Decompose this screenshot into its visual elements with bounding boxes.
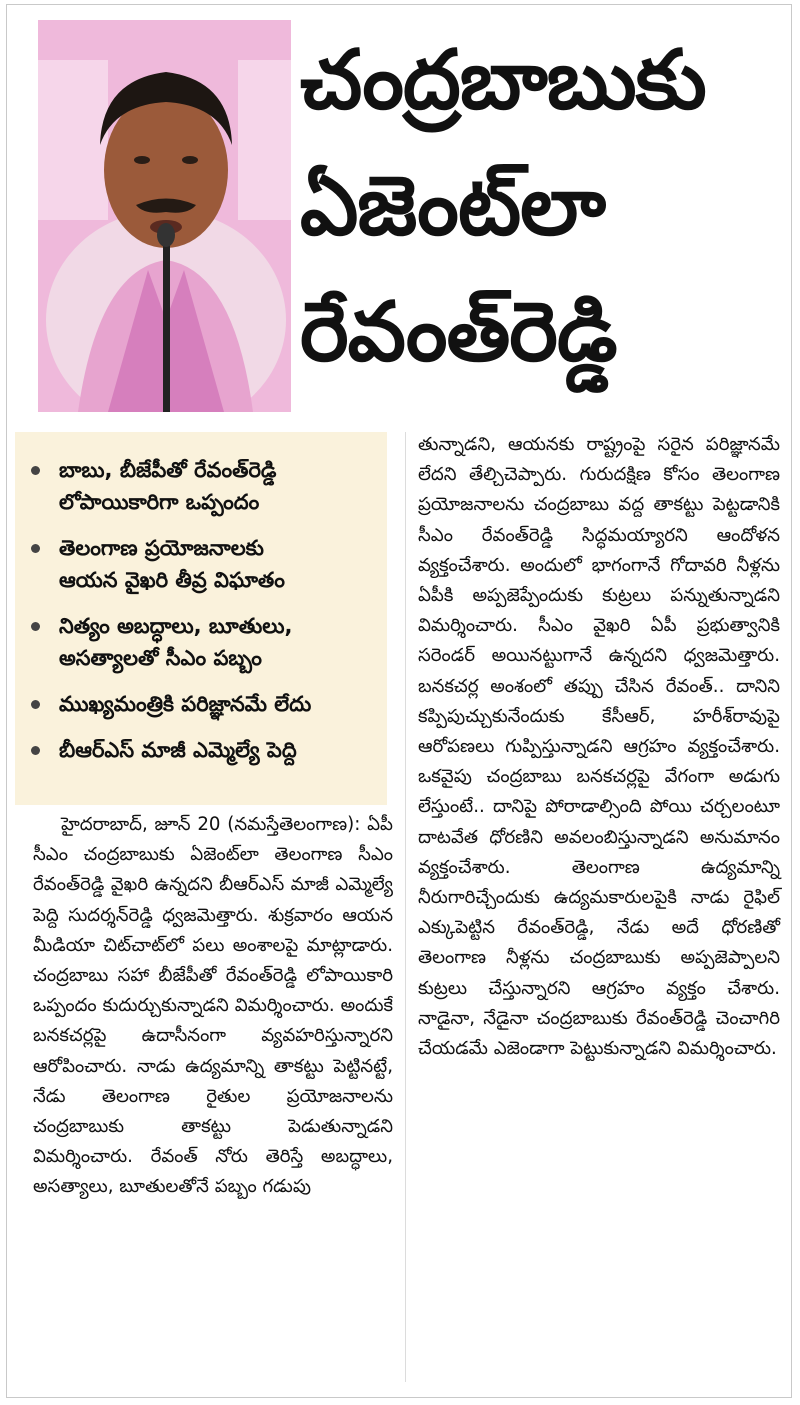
bullet-icon — [31, 466, 40, 475]
highlight-text: ముఖ్యమంత్రికి పరిజ్ఞానమే లేదు — [59, 692, 312, 716]
highlight-item — [15, 454, 387, 518]
highlight-item — [15, 610, 387, 674]
headline — [300, 18, 780, 396]
highlights-list — [15, 432, 387, 766]
highlight-item — [15, 688, 387, 720]
bullet-icon — [31, 700, 40, 709]
article-column-right — [418, 430, 780, 1064]
bullet-icon — [31, 544, 40, 553]
highlight-text: లోపాయికారిగా ఒప్పందం — [59, 490, 260, 514]
article-paragraph: హైదరాబాద్, జూన్ 20 (నమస్తేతెలంగాణ): ఏపీ సీఎం చంద్రబాబుకు ఏజెంట్‌లా తెలంగాణ సీఎం రేవంత్‌రెడ్డి వైఖరి ఉన్నదని బీఆర్‌ఎస్ మాజీ ఎమ్మెల్యే పెద్ది సుదర్శన్‌రెడ్డి ధ్వజమెత్తారు. శుక్రవారం ఆయన మీడియా చిట్‌చాట్‌లో పలు అంశాలపై మాట్లాడారు. చంద్రబాబు సహా బీజేపీతో రేవంత్‌రెడ్డి లోపాయికారి ఒప్పందం కుదుర్చుకున్నాడని విమర్శించారు. అందుకే బనకచర్లపై ఉదాసీనంగా వ్యవహరిస్తున్నారని ఆరోపించారు. నాడు ఉద్యమాన్ని తాకట్టు పెట్టినట్టే, నేడు తెలంగాణ రైతుల ప్రయోజనాలను చంద్రబాబుకు తాకట్టు పెడుతున్నాడని విమర్శించారు. రేవంత్ నోరు తెరిస్తే అబద్ధాలు, అసత్యాలు, బూతులతోనే పబ్బం గడుపు — [33, 814, 393, 1198]
bullet-icon — [31, 622, 40, 631]
highlight-text: అసత్యాలతో సీఎం పబ్బం — [59, 646, 262, 670]
highlight-text: బాబు, బీజేపీతో రేవంత్‌రెడ్డి — [59, 458, 277, 482]
highlight-text: ఆయన వైఖరి తీవ్ర విఘాతం — [59, 568, 285, 592]
speaker-photo-icon — [38, 20, 291, 412]
bullet-icon — [31, 746, 40, 755]
headline-line-2: ఏజెంట్‌లా — [300, 159, 605, 254]
highlight-item — [15, 532, 387, 596]
headline-line-3: రేవంత్‌రెడ్డి — [300, 285, 617, 380]
article-paragraph: తున్నాడని, ఆయనకు రాష్ట్రంపై సరైన పరిజ్ఞానమే లేదని తేల్చిచెప్పారు. గురుదక్షిణ కోసం తెలంగాణ ప్రయోజనాలను చంద్రబాబు వద్ద తాకట్టు పెట్టడానికి సీఎం రేవంత్‌రెడ్డి సిద్ధమయ్యారని ఆందోళన వ్యక్తంచేశారు. అందులో భాగంగానే గోదావరి నీళ్లను ఏపీకి అప్పజెప్పేందుకు కుట్రలు పన్నుతున్నాడని విమర్శించారు. సీఎం వైఖరి ఏపీ ప్రభుత్వానికి సరెండర్ అయినట్టుగానే ఉన్నదని ధ్వజమెత్తారు. బనకచర్ల అంశంలో తప్పు చేసిన రేవంత్.. దానిని కప్పిపుచ్చుకునేందుకు కేసీఆర్, హరీశ్‌రావుపై ఆరోపణలు గుప్పిస్తున్నాడని ఆగ్రహం వ్యక్తంచేశారు. ఒకవైపు చంద్రబాబు బనకచర్లపై వేగంగా అడుగు లేస్తుంటే.. దానిపై పోరాడాల్సింది పోయి చర్చలంటూ దాటవేత ధోరణిని అవలంబిస్తున్నాడని అనుమానం వ్యక్తంచేశారు. తెలంగాణ ఉద్యమాన్ని నీరుగారిచ్చేందుకు ఉద్యమకారులపైకి నాడు రైఫిల్ ఎక్కుపెట్టిన రేవంత్‌రెడ్డి, నేడు అదే ధోరణితో తెలంగాణ నీళ్లను చంద్రబాబుకు అప్పజెప్పాలని కుట్రలు చేస్తున్నారని ఆగ్రహం వ్యక్తం చేశారు. నాడైనా, నేడైనా చంద్రబాబుకు రేవంత్‌రెడ్డి చెంచాగిరి చేయడమే ఎజెండాగా పెట్టుకున్నాడని విమర్శించారు. — [418, 434, 780, 1060]
highlights-box — [15, 432, 387, 805]
highlight-text: బీఆర్‌ఎస్ మాజీ ఎమ్మెల్యే పెద్ది — [59, 738, 297, 762]
highlight-item — [15, 734, 387, 766]
article-column-left — [33, 810, 393, 1203]
headline-line-1: చంద్రబాబుకు — [300, 33, 706, 128]
highlight-text: తెలంగాణ ప్రయోజనాలకు — [59, 536, 264, 560]
column-divider — [405, 432, 406, 1382]
highlight-text: నిత్యం అబద్ధాలు, బూతులు, — [59, 614, 293, 638]
speaker-photo — [38, 20, 291, 412]
